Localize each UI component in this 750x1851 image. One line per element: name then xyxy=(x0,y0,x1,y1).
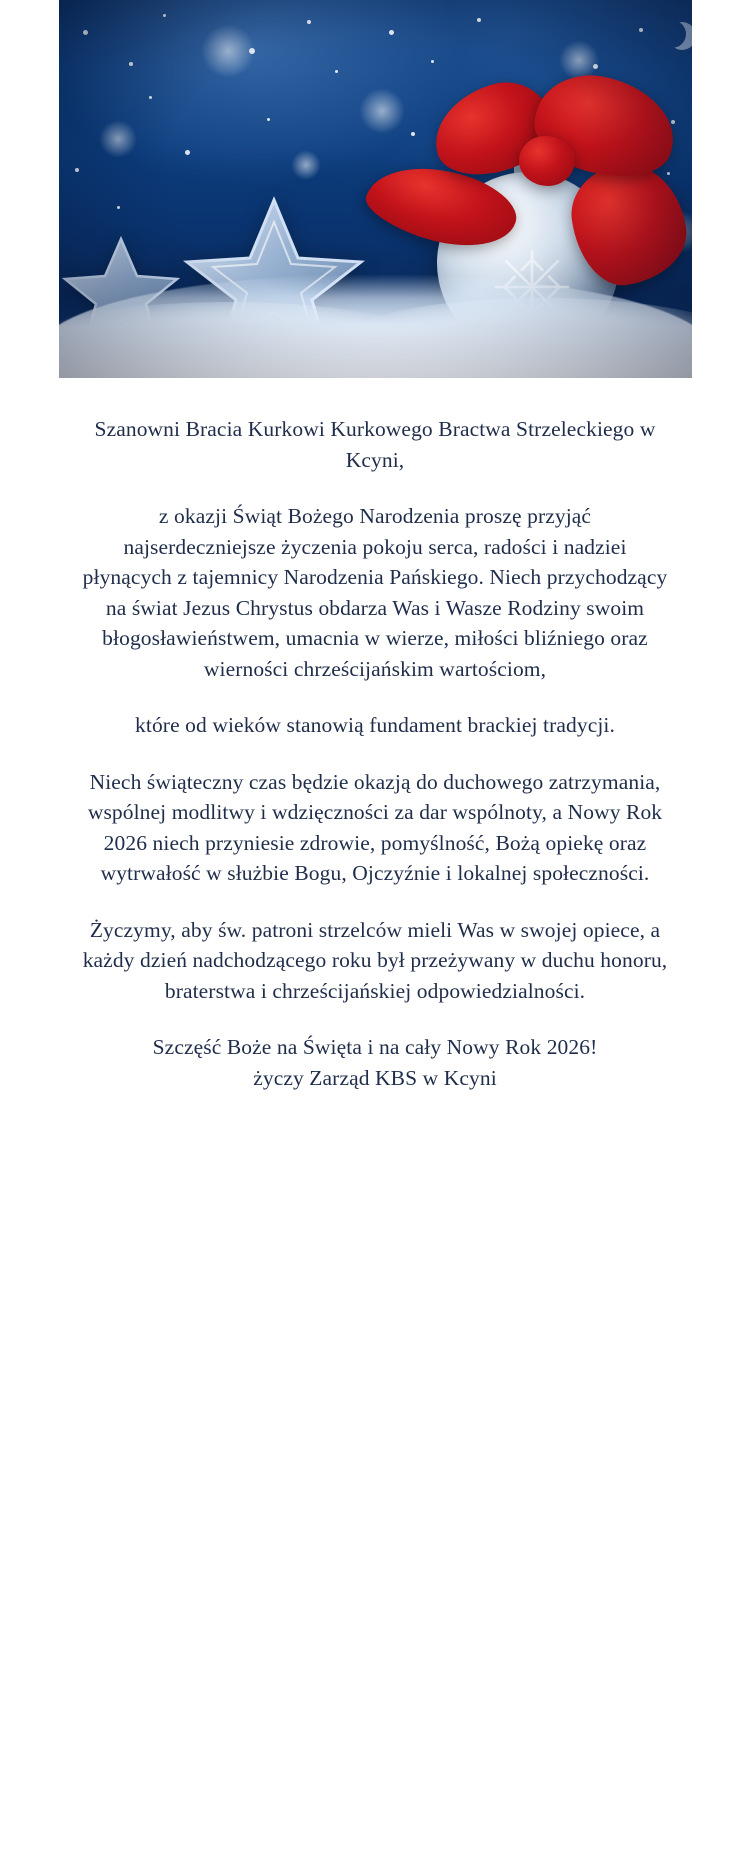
letter-paragraph-1: z okazji Świąt Bożego Narodzenia proszę przyjąć najserdeczniejsze życzenia pokoju serca, radości i nadziei płynących z tajemnicy Narodzenia Pańskiego. Niech przychodzący na świat Jezus Chrystus obdarza Was i Wasze Rodziny swoim błogosławieństwem, umacnia w wierze, miłości bliźniego oraz wierności chrześcijańskim wartościom, xyxy=(82,504,668,681)
salutation-paragraph: Szanowni Bracia Kurkowi Kurkowego Bractwa Strzeleckiego w Kcyni, xyxy=(94,417,656,472)
letter-paragraph-2: które od wieków stanowią fundament brackiej tradycji. xyxy=(135,713,615,738)
greeting-letter-body xyxy=(59,378,692,1119)
letter-paragraph-3: Niech świąteczny czas będzie okazją do duchowego zatrzymania, wspólnej modlitwy i wdzięczności za dar wspólnoty, a Nowy Rok 2026 niech przyniesie zdrowie, pomyślność, Bożą opiekę oraz wytrwałość w służbie Bogu, Ojczyźnie i lokalnej społeczności. xyxy=(87,769,663,886)
card-container xyxy=(59,0,692,1119)
letter-closing-block xyxy=(81,1032,670,1093)
photo-vignette xyxy=(59,0,692,378)
signature-line: życzy Zarząd KBS w Kcyni xyxy=(253,1065,497,1090)
closing-line: Szczęść Boże na Święta i na cały Nowy Rok 2026! xyxy=(152,1035,598,1060)
letter-paragraph-4: Życzymy, aby św. patroni strzelców mieli Was w swojej opiece, a każdy dzień nadchodzącego roku był przeżywany w duchu honoru, braterstwa i chrześcijańskiej odpowiedzialności. xyxy=(82,917,668,1003)
hero-christmas-photo xyxy=(59,0,692,378)
